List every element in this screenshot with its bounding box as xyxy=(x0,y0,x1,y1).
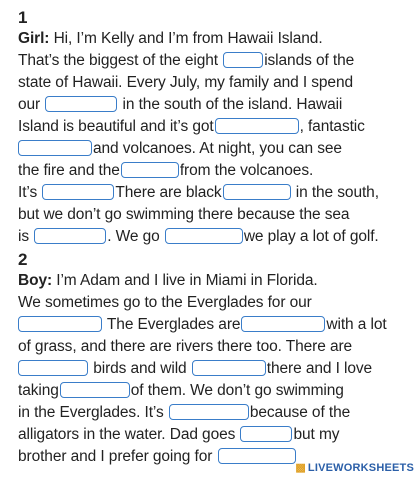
section-number-2: 2 xyxy=(18,250,28,269)
answer-blank-8[interactable] xyxy=(34,228,106,244)
text-segment: in the south, xyxy=(291,184,379,201)
text-segment: alligators in the water. Dad goes xyxy=(18,426,240,443)
answer-blank-10[interactable] xyxy=(18,316,102,332)
text-segment: with a lot xyxy=(326,316,387,333)
liveworksheets-logo: ▩ LIVEWORKSHEETS xyxy=(295,462,414,474)
answer-blank-7[interactable] xyxy=(223,184,291,200)
text-line xyxy=(18,74,416,92)
text-line xyxy=(18,360,416,378)
answer-blank-15[interactable] xyxy=(169,404,249,420)
text-segment: taking xyxy=(18,382,59,399)
text-segment: islands of the xyxy=(264,52,355,69)
text-segment: in the Everglades. It’s xyxy=(18,404,168,421)
speaker-label: Girl: xyxy=(18,30,50,47)
text-segment: there and I love xyxy=(266,360,373,377)
answer-blank-6[interactable] xyxy=(42,184,114,200)
answer-blank-9[interactable] xyxy=(165,228,243,244)
text-line xyxy=(18,338,416,356)
section-number-1: 1 xyxy=(18,8,28,27)
text-segment: is xyxy=(18,228,34,245)
text-line xyxy=(18,426,416,444)
answer-blank-4[interactable] xyxy=(18,140,92,156)
logo-icon: ▩ xyxy=(295,462,306,474)
text-segment: That’s the biggest of the eight xyxy=(18,52,223,69)
text-line xyxy=(18,294,416,312)
answer-blank-1[interactable] xyxy=(223,52,263,68)
answer-blank-3[interactable] xyxy=(215,118,299,134)
answer-blank-12[interactable] xyxy=(18,360,88,376)
text-segment: because of the xyxy=(249,404,351,421)
text-segment: our xyxy=(18,96,45,113)
text-segment: but we don’t go swimming there because the sea xyxy=(18,206,350,223)
text-segment: birds and wild xyxy=(89,360,191,377)
text-segment: brother and I prefer going for xyxy=(18,448,217,465)
text-segment: The Everglades are xyxy=(103,316,241,333)
text-line xyxy=(18,382,416,400)
text-line xyxy=(18,404,416,422)
text-segment: in the south of the island. Hawaii xyxy=(118,96,343,113)
answer-blank-2[interactable] xyxy=(45,96,117,112)
answer-blank-14[interactable] xyxy=(60,382,130,398)
speaker-label: Boy: xyxy=(18,272,53,289)
text-segment: . We go xyxy=(107,228,164,245)
text-line xyxy=(18,184,416,202)
answer-blank-11[interactable] xyxy=(241,316,325,332)
text-segment: of them. We don’t go swimming xyxy=(130,382,344,399)
text-line xyxy=(18,206,416,224)
text-segment: I’m Adam and I live in Miami in Florida. xyxy=(52,272,318,289)
text-line xyxy=(18,162,416,180)
text-line xyxy=(18,52,416,70)
text-segment: We sometimes go to the Everglades for our xyxy=(18,294,312,311)
answer-blank-5[interactable] xyxy=(121,162,179,178)
answer-blank-17[interactable] xyxy=(218,448,296,464)
text-segment: Hi, I’m Kelly and I’m from Hawaii Island. xyxy=(49,30,323,47)
text-line xyxy=(18,118,416,136)
text-line xyxy=(18,272,416,290)
text-line xyxy=(18,316,416,334)
text-segment: state of Hawaii. Every July, my family and I spend xyxy=(18,74,353,91)
text-line xyxy=(18,140,416,158)
text-line xyxy=(18,30,416,48)
text-line xyxy=(18,228,416,246)
text-segment: , fantastic xyxy=(299,118,365,135)
text-segment: from the volcanoes. xyxy=(179,162,314,179)
text-segment: and volcanoes. At night, you can see xyxy=(93,140,342,157)
answer-blank-16[interactable] xyxy=(240,426,292,442)
text-segment: but my xyxy=(293,426,340,443)
text-segment: of grass, and there are rivers there too. There are xyxy=(18,338,353,355)
answer-blank-13[interactable] xyxy=(192,360,266,376)
text-line xyxy=(18,96,416,114)
text-segment: the fire and the xyxy=(18,162,120,179)
text-segment: we play a lot of golf. xyxy=(243,228,379,245)
text-segment: Island is beautiful and it’s got xyxy=(18,118,214,135)
text-segment: There are black xyxy=(115,184,222,201)
text-segment: It’s xyxy=(18,184,42,201)
